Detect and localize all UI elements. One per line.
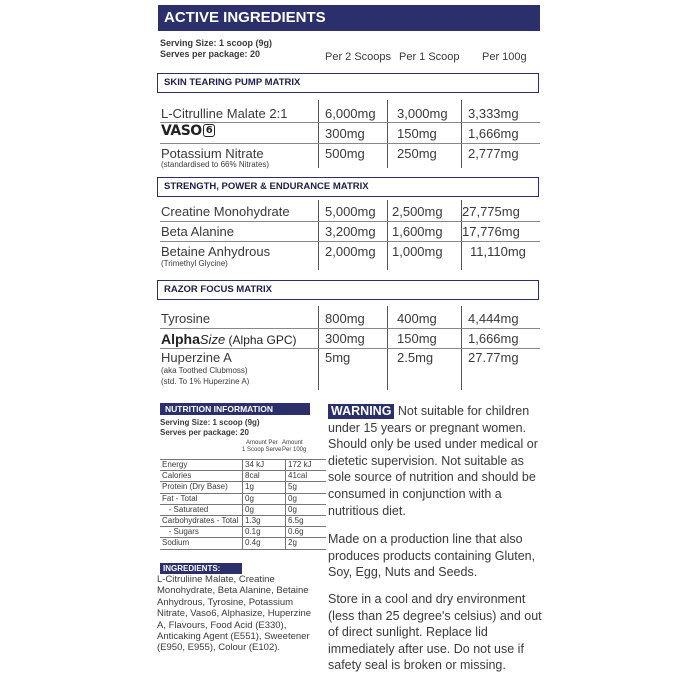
value-per-2-scoops: 5mg bbox=[325, 350, 351, 365]
nutrition-row bbox=[160, 504, 326, 515]
value-per-1-scoop: 3,000mg bbox=[397, 106, 448, 121]
nutrient-name: Carbohydrates - Total bbox=[160, 515, 243, 526]
value-per-2-scoops: 500mg bbox=[325, 146, 365, 161]
row-divider bbox=[160, 241, 540, 242]
nutrient-per-serve: 8cal bbox=[243, 471, 286, 482]
value-per-100g: 1,666mg bbox=[468, 126, 519, 141]
nutrient-name: - Saturated bbox=[160, 504, 243, 515]
nutrition-col-per-serve: Amount Per 1 Scoop Serve bbox=[242, 440, 282, 453]
column-per-100g: Per 100g bbox=[482, 51, 527, 63]
serving-size: Serving Size: 1 scoop (9g) bbox=[160, 38, 273, 48]
nutrition-col-per-100g: Amount Per 100g bbox=[282, 440, 307, 453]
nutrition-row bbox=[160, 493, 326, 504]
nutrition-serves: Serves per package: 20 bbox=[160, 428, 249, 437]
column-per-2-scoops: Per 2 Scoops bbox=[325, 51, 392, 63]
row-divider bbox=[160, 143, 540, 144]
ingredient-name: Tyrosine bbox=[161, 311, 211, 326]
divider bbox=[318, 200, 319, 270]
nutrient-per-serve: 34 kJ bbox=[243, 460, 286, 471]
nutrient-per-serve: 0.4g bbox=[243, 538, 286, 549]
value-per-2-scoops: 5,000mg bbox=[325, 204, 376, 219]
nutrient-per-100g: 0g bbox=[286, 504, 327, 515]
row-divider bbox=[160, 328, 540, 329]
value-per-1-scoop: 250mg bbox=[397, 146, 437, 161]
nutrition-row bbox=[160, 527, 326, 538]
divider bbox=[461, 100, 462, 168]
nutrient-per-100g: 172 kJ bbox=[286, 460, 327, 471]
warning-label: WARNING bbox=[328, 404, 394, 419]
nutrient-per-serve: 1g bbox=[243, 482, 286, 493]
nutrient-per-serve: 0g bbox=[243, 493, 286, 504]
nutrient-per-100g: 0g bbox=[286, 493, 327, 504]
storage-notice: Store in a cool and dry environment (less than 25 degree's celsius) and out of direct sunlight. Replace lid immediately after use. Do not use if safety seal is broken or missing. bbox=[328, 592, 542, 673]
nutrition-table bbox=[160, 459, 326, 550]
nutrition-row bbox=[160, 515, 326, 526]
section-header-focus: RAZOR FOCUS MATRIX bbox=[157, 280, 539, 300]
allergen-notice: Made on a production line that also produces products containing Gluten, Soy, Egg, Nuts and Seeds. bbox=[328, 532, 536, 580]
nutrition-row bbox=[160, 471, 326, 482]
nutrition-row bbox=[160, 482, 326, 493]
value-per-2-scoops: 300mg bbox=[325, 126, 365, 141]
page-title: ACTIVE INGREDIENTS bbox=[158, 5, 540, 31]
value-per-2-scoops: 6,000mg bbox=[325, 106, 376, 121]
serves-per-package: Serves per package: 20 bbox=[160, 49, 261, 59]
value-per-1-scoop: 150mg bbox=[397, 331, 437, 346]
value-per-1-scoop: 1,000mg bbox=[392, 244, 443, 259]
section-header-strength: STRENGTH, POWER & ENDURANCE MATRIX bbox=[157, 177, 539, 197]
nutrient-per-100g: 5g bbox=[286, 482, 327, 493]
ingredients-text: L-Citruliine Malate, Creatine Monohydrate, Beta Alanine, Betaine Anhydrous, Tyrosine, Potassium Nitrate, Vaso6, Alphasize, Huperzine A, Flavours, Food Acid (E330), Anticaking Agent (E551), Sweetener (E950, E955), Colour (E102). bbox=[157, 574, 312, 654]
nutrition-row bbox=[160, 460, 326, 471]
value-per-2-scoops: 800mg bbox=[325, 311, 365, 326]
value-per-100g: 11,110mg bbox=[470, 244, 526, 259]
ingredient-name: Creatine Monohydrate bbox=[161, 204, 290, 219]
value-per-100g: 2,777mg bbox=[468, 146, 519, 161]
value-per-2-scoops: 3,200mg bbox=[325, 224, 376, 239]
alphasize-logo: AlphaSize (Alpha GPC) bbox=[161, 331, 297, 347]
value-per-1-scoop: 1,600mg bbox=[392, 224, 443, 239]
ingredient-name: Huperzine A bbox=[161, 350, 232, 365]
nutrient-per-serve: 1.3g bbox=[243, 515, 286, 526]
nutrient-per-serve: 0.1g bbox=[243, 527, 286, 538]
divider bbox=[318, 100, 319, 168]
nutrition-serving-size: Serving Size: 1 scoop (9g) bbox=[160, 418, 260, 427]
nutrition-header: NUTRITION INFORMATION bbox=[160, 403, 310, 415]
value-per-2-scoops: 300mg bbox=[325, 331, 365, 346]
warning-notice bbox=[328, 403, 543, 519]
row-divider bbox=[160, 348, 540, 349]
value-per-100g: 17,776mg bbox=[462, 224, 520, 239]
nutrient-name: Energy bbox=[160, 460, 243, 471]
divider bbox=[387, 200, 388, 270]
row-divider bbox=[160, 221, 540, 222]
column-per-1-scoop: Per 1 Scoop bbox=[399, 51, 460, 63]
nutrient-name: Sodium bbox=[160, 538, 243, 549]
nutrition-row bbox=[160, 538, 326, 549]
value-per-100g: 1,666mg bbox=[468, 331, 519, 346]
nutrient-per-serve: 0g bbox=[243, 504, 286, 515]
value-per-100g: 27.77mg bbox=[468, 350, 519, 365]
value-per-100g: 3,333mg bbox=[468, 106, 519, 121]
ingredients-header: INGREDIENTS: bbox=[160, 563, 242, 574]
ingredient-note: (aka Toothed Clubmoss) bbox=[161, 366, 248, 375]
value-per-2-scoops: 2,000mg bbox=[325, 244, 376, 259]
value-per-100g: 4,444mg bbox=[468, 311, 519, 326]
nutrient-name: Fat - Total bbox=[160, 493, 243, 504]
ingredient-name: Betaine Anhydrous bbox=[161, 244, 271, 259]
nutrient-per-100g: 2g bbox=[286, 538, 327, 549]
nutrient-per-100g: 6.5g bbox=[286, 515, 327, 526]
divider bbox=[387, 100, 388, 168]
value-per-1-scoop: 400mg bbox=[397, 311, 437, 326]
section-header-pump: SKIN TEARING PUMP MATRIX bbox=[157, 73, 539, 93]
nutrient-per-100g: 41cal bbox=[286, 471, 327, 482]
ingredient-note: (Trimethyl Glycine) bbox=[161, 259, 228, 268]
ingredient-name: L-Citrulline Malate 2:1 bbox=[161, 106, 288, 121]
nutrient-per-100g: 0.6g bbox=[286, 527, 327, 538]
value-per-1-scoop: 2,500mg bbox=[392, 204, 443, 219]
ingredient-note: (std. To 1% Huperzine A) bbox=[161, 377, 250, 386]
ingredient-name: Potassium Nitrate bbox=[161, 146, 264, 161]
nutrient-name: Protein (Dry Base) bbox=[160, 482, 243, 493]
vaso6-logo: VASO 6 bbox=[161, 123, 215, 139]
value-per-1-scoop: 150mg bbox=[397, 126, 437, 141]
nutrient-name: - Sugars bbox=[160, 527, 243, 538]
value-per-1-scoop: 2.5mg bbox=[397, 350, 434, 365]
row-divider bbox=[160, 122, 540, 123]
warning-text: Not suitable for children under 15 years or pregnant women. Should only be used under medical or dietetic supervision. Not suitable as sole source of nutrition and should be consumed in conjunction with a nutritious diet. bbox=[328, 404, 538, 518]
value-per-100g: 27,775mg bbox=[462, 204, 520, 219]
nutrient-name: Calories bbox=[160, 471, 243, 482]
ingredient-name: Beta Alanine bbox=[161, 224, 235, 239]
ingredient-note: (standardised to 66% Nitrates) bbox=[161, 160, 270, 169]
